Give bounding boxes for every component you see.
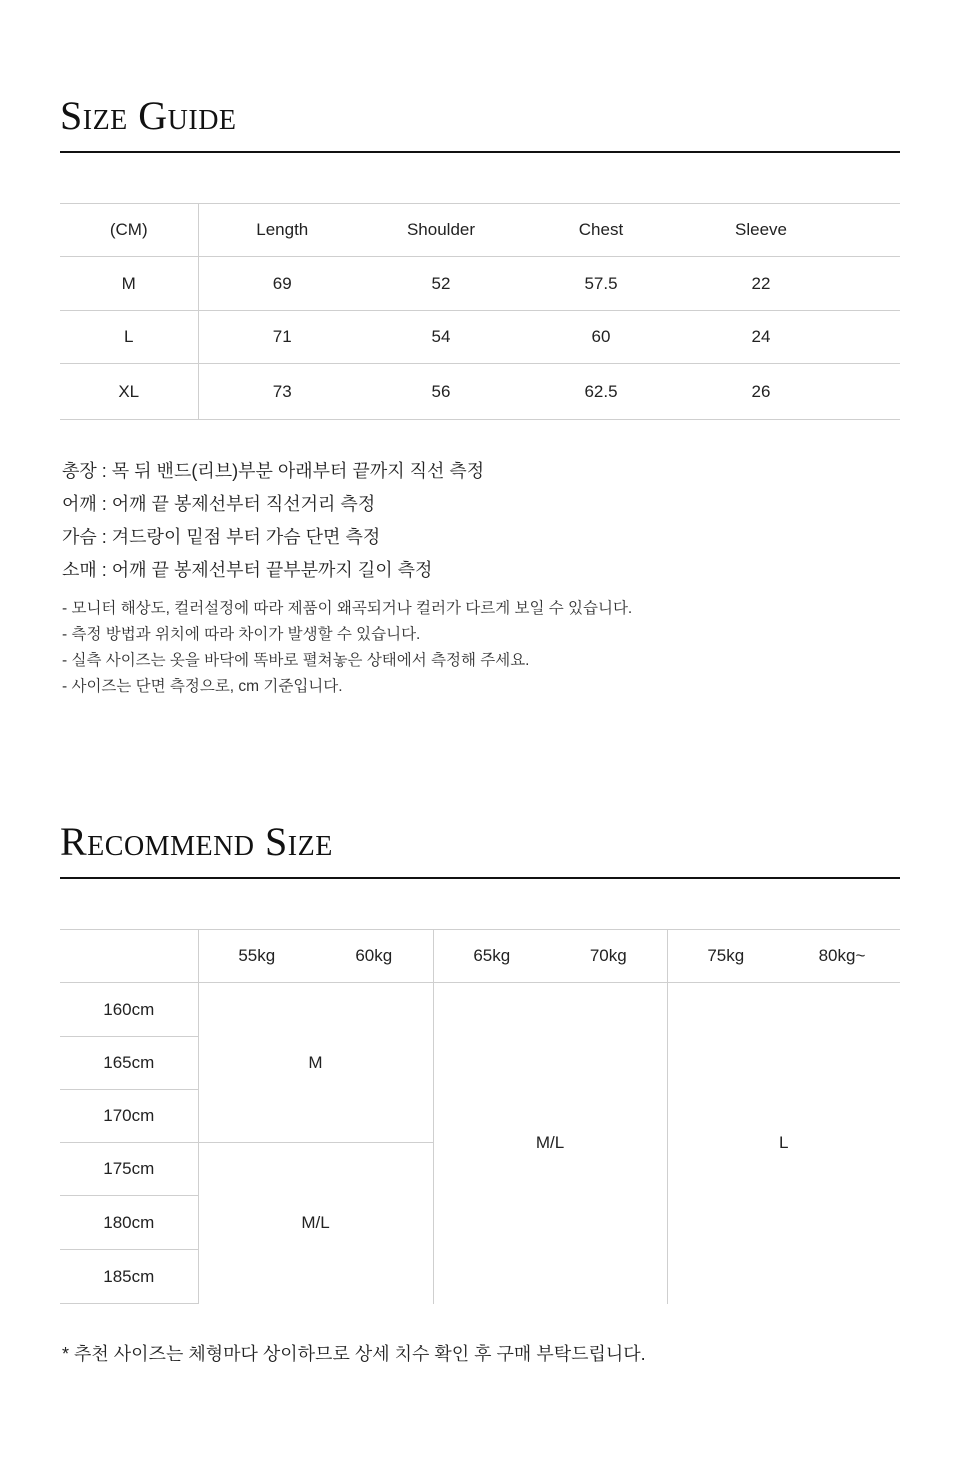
weight-header: 70kg bbox=[550, 930, 667, 983]
height-label: 185cm bbox=[60, 1250, 198, 1304]
weight-header-row bbox=[60, 930, 900, 983]
shoulder-value: 56 bbox=[366, 364, 516, 420]
shoulder-value: 52 bbox=[366, 257, 516, 311]
recommend-cell-ml-tall: M/L bbox=[198, 1143, 433, 1304]
weight-header: 80kg~ bbox=[784, 930, 900, 983]
table-header-row bbox=[60, 204, 900, 257]
definition-sleeve: 소매 : 어깨 끝 봉제선부터 끝부분까지 길이 측정 bbox=[62, 560, 433, 580]
height-label: 180cm bbox=[60, 1196, 198, 1250]
weight-header: 55kg bbox=[198, 930, 315, 983]
note-item: - 모니터 해상도, 컬러설정에 따라 제품이 왜곡되거나 컬러가 다르게 보일 수 있습니다. bbox=[62, 600, 633, 617]
note-item: - 실측 사이즈는 옷을 바닥에 똑바로 펼쳐놓은 상태에서 측정해 주세요. bbox=[62, 652, 530, 669]
sleeve-value: 24 bbox=[686, 311, 836, 364]
sleeve-value: 26 bbox=[686, 364, 836, 420]
chest-value: 62.5 bbox=[516, 364, 686, 420]
size-guide-divider bbox=[60, 151, 900, 153]
height-label: 175cm bbox=[60, 1143, 198, 1196]
chest-header: Chest bbox=[516, 204, 686, 257]
table-row bbox=[60, 311, 900, 364]
recommend-cell-m: M bbox=[198, 983, 433, 1143]
table-row bbox=[60, 364, 900, 420]
chest-value: 57.5 bbox=[516, 257, 686, 311]
weight-header: 60kg bbox=[315, 930, 433, 983]
size-notes bbox=[62, 596, 632, 700]
shoulder-value: 54 bbox=[366, 311, 516, 364]
size-label: M bbox=[60, 257, 198, 311]
size-guide-table bbox=[60, 203, 900, 420]
table-row bbox=[60, 983, 900, 1037]
height-label: 170cm bbox=[60, 1090, 198, 1143]
weight-header: 65kg bbox=[433, 930, 550, 983]
sleeve-value: 22 bbox=[686, 257, 836, 311]
length-header: Length bbox=[198, 204, 366, 257]
table-row bbox=[60, 257, 900, 311]
definition-shoulder: 어깨 : 어깨 끝 봉제선부터 직선거리 측정 bbox=[62, 494, 376, 514]
recommend-footnote: * 추천 사이즈는 체형마다 상이하므로 상세 치수 확인 후 구매 부탁드립니다. bbox=[62, 1344, 646, 1364]
recommend-cell-ml: M/L bbox=[433, 983, 667, 1304]
shoulder-header: Shoulder bbox=[366, 204, 516, 257]
size-label: XL bbox=[60, 364, 198, 420]
chest-value: 60 bbox=[516, 311, 686, 364]
note-item: - 사이즈는 단면 측정으로, cm 기준입니다. bbox=[62, 678, 343, 695]
note-item: - 측정 방법과 위치에 따라 차이가 발생할 수 있습니다. bbox=[62, 626, 421, 643]
unit-header: (CM) bbox=[60, 204, 198, 257]
definition-length: 총장 : 목 뒤 밴드(리브)부분 아래부터 끝까지 직선 측정 bbox=[62, 461, 485, 481]
length-value: 73 bbox=[198, 364, 366, 420]
sleeve-header: Sleeve bbox=[686, 204, 836, 257]
length-value: 71 bbox=[198, 311, 366, 364]
recommend-size-divider bbox=[60, 877, 900, 879]
definition-chest: 가슴 : 겨드랑이 밑점 부터 가슴 단면 측정 bbox=[62, 527, 381, 547]
length-value: 69 bbox=[198, 257, 366, 311]
size-guide-title: Size Guide bbox=[60, 93, 237, 138]
height-label: 160cm bbox=[60, 983, 198, 1037]
height-label: 165cm bbox=[60, 1037, 198, 1090]
recommend-size-title: Recommend Size bbox=[60, 819, 333, 864]
size-label: L bbox=[60, 311, 198, 364]
measurement-definitions bbox=[62, 455, 484, 587]
weight-header: 75kg bbox=[667, 930, 784, 983]
recommend-size-table bbox=[60, 929, 900, 1304]
recommend-cell-l: L bbox=[667, 983, 900, 1304]
